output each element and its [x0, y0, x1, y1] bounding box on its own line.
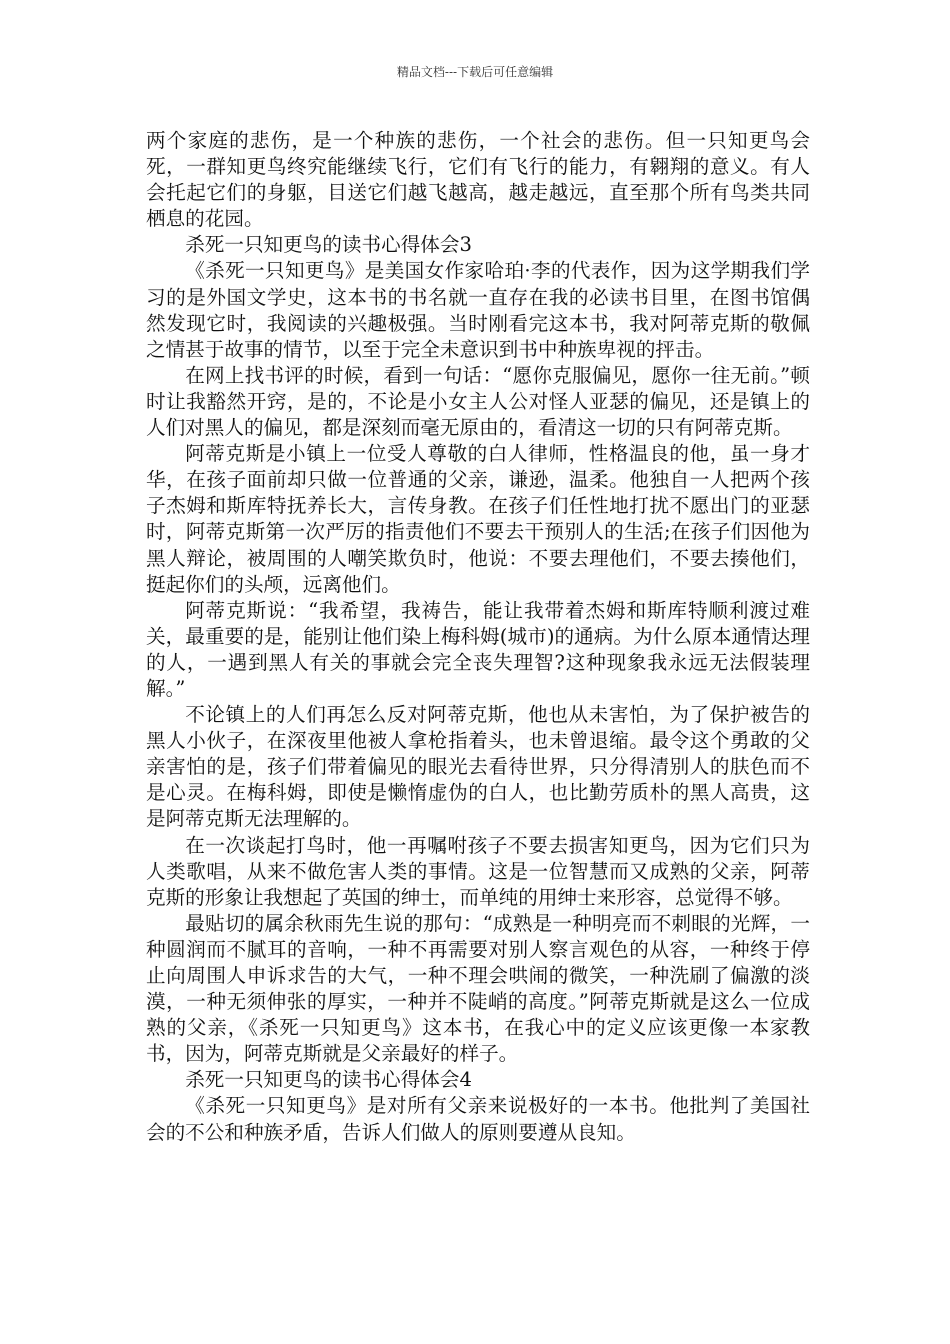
paragraph: 《杀死一只知更鸟》是对所有父亲来说极好的一本书。他批判了美国社会的不公和种族矛盾，告诉人们做人的原则要遵从良知。: [146, 1094, 810, 1144]
paragraph: 两个家庭的悲伤，是一个种族的悲伤，一个社会的悲伤。但一只知更鸟会死，一群知更鸟终究能继续飞行，它们有飞行的能力，有翱翔的意义。有人会托起它们的身躯，目送它们越飞越高，越走越远，直至那个所有鸟类共同栖息的花园。: [146, 129, 810, 231]
section-heading: 杀死一只知更鸟的读书心得体会3: [185, 233, 472, 257]
paragraph: 阿蒂克斯说：“我希望，我祷告，能让我带着杰姆和斯库特顺利渡过难关，最重要的是，能别让他们染上梅科姆(城市)的通病。为什么原本通情达理的人，一遇到黑人有关的事就会完全丧失理智?这种现象我永远无法假装理解。”: [146, 598, 810, 700]
paragraph: 不论镇上的人们再怎么反对阿蒂克斯，他也从未害怕，为了保护被告的黑人小伙子，在深夜里他被人拿枪指着头，也未曾退缩。最令这个勇敢的父亲害怕的是，孩子们带着偏见的眼光去看待世界，只分得清别人的肤色而不是心灵。在梅科姆，即使是懒惰虚伪的白人，也比勤劳质朴的黑人高贵，这是阿蒂克斯无法理解的。: [146, 703, 810, 831]
paragraph: 最贴切的属余秋雨先生说的那句：“成熟是一种明亮而不刺眼的光辉，一种圆润而不腻耳的音响，一种不再需要对别人察言观色的从容，一种终于停止向周围人申诉求告的大气，一种不理会哄闹的微笑，一种洗刷了偏激的淡漠，一种无须伸张的厚实，一种并不陡峭的高度。”阿蒂克斯就是这么一位成熟的父亲，《杀死一只知更鸟》这本书，在我心中的定义应该更像一本家教书，因为，阿蒂克斯就是父亲最好的样子。: [146, 911, 810, 1066]
paragraph: 在网上找书评的时候，看到一句话：“愿你克服偏见，愿你一往无前。”顿时让我豁然开窍，是的，不论是小女主人公对怪人亚瑟的偏见，还是镇上的人们对黑人的偏见，都是深刻而毫无原由的，看清这一切的只有阿蒂克斯。: [146, 363, 810, 440]
paragraph: 在一次谈起打鸟时，他一再嘱咐孩子不要去损害知更鸟，因为它们只为人类歌唱，从来不做危害人类的事情。这是一位智慧而又成熟的父亲，阿蒂克斯的形象让我想起了英国的绅士，而单纯的用绅士来形容，总觉得不够。: [146, 833, 810, 909]
page-header: 精品文档---下载后可任意编辑: [396, 65, 554, 79]
document-body: [146, 128, 810, 1146]
section-heading: 杀死一只知更鸟的读书心得体会4: [185, 1068, 472, 1092]
paragraph: 阿蒂克斯是小镇上一位受人尊敬的白人律师，性格温良的他，虽一身才华，在孩子面前却只做一位普通的父亲，谦逊，温柔。他独自一人把两个孩子杰姆和斯库特抚养长大，言传身教。在孩子们任性地打扰不愿出门的亚瑟时，阿蒂克斯第一次严厉的指责他们不要去干预别人的生活;在孩子们因他为黑人辩论，被周围的人嘲笑欺负时，他说：不要去理他们，不要去揍他们，挺起你们的头颅，远离他们。: [146, 442, 810, 596]
paragraph: 《杀死一只知更鸟》是美国女作家哈珀·李的代表作，因为这学期我们学习的是外国文学史，这本书的书名就一直存在我的必读书目里，在图书馆偶然发现它时，我阅读的兴趣极强。当时刚看完这本书，我对阿蒂克斯的敬佩之情甚于故事的情节，以至于完全未意识到书中种族卑视的抨击。: [146, 259, 810, 361]
